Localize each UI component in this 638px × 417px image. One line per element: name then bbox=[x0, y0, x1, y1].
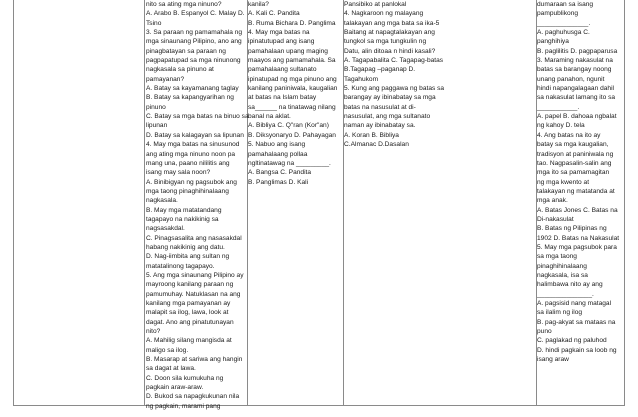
text-line: pinaghihinalaang bbox=[537, 262, 587, 270]
text-line: ______________. bbox=[537, 19, 591, 27]
text-line: isang may sala noon? bbox=[146, 169, 211, 177]
text-line: B. Batay sa kapangyarihan ng bbox=[146, 94, 234, 102]
text-line: tagapayo na nakikinig sa bbox=[146, 215, 219, 223]
text-line: A. papel B. dahoaa ngbalat bbox=[537, 113, 617, 121]
text-line: pinagbatayan sa paraan ng bbox=[146, 47, 226, 55]
text-line: 5. Nabuo ang isang bbox=[248, 141, 306, 149]
text-line: 5. Ang mga sinaunang Pilipino ay bbox=[146, 271, 244, 279]
text-line: A. Batas Jones C. Batas na bbox=[537, 206, 618, 214]
text-line: B.Tagapag –paganap D. bbox=[344, 66, 416, 74]
text-line: dumaraan sa isang bbox=[537, 1, 594, 8]
column-1-text bbox=[146, 0, 250, 411]
text-line: halimbawa nito ay ang bbox=[537, 281, 603, 289]
text-line: hindi napangalagaan dahil bbox=[537, 85, 614, 93]
text-line: sa______ na tinatawag nilang bbox=[248, 103, 336, 111]
text-line: maligo sa ilog. bbox=[146, 346, 189, 354]
text-line: matatalinong tagapayo. bbox=[146, 262, 215, 270]
text-line: Datu, alin ditoaa n hindi kasali? bbox=[344, 47, 436, 55]
text-line: B. Masarap at sariwa ang hangin bbox=[146, 356, 243, 364]
text-line: ng mga kwento at bbox=[537, 178, 590, 186]
text-line: pamayanan? bbox=[146, 75, 185, 83]
text-line: nagkasala, isa sa bbox=[537, 271, 588, 279]
column-3-text bbox=[344, 0, 534, 150]
text-line: Tagahukom bbox=[344, 75, 379, 83]
text-line: kanila? bbox=[248, 1, 269, 8]
text-line: pamahalaang sultanato bbox=[248, 66, 317, 74]
text-line: ng pagkain, marami pang bbox=[146, 402, 221, 410]
text-line: kanilang paniniwala, kaugalian bbox=[248, 85, 338, 93]
text-line: banal na aklat. bbox=[248, 113, 291, 121]
text-line: nagkasala. bbox=[146, 197, 178, 205]
text-line: 4. May mga batas na sinusunod bbox=[146, 141, 240, 149]
text-line: nito sa ating mga ninuno? bbox=[146, 1, 222, 8]
column-2-text bbox=[248, 0, 346, 187]
text-line: batay sa mga kaugalian, bbox=[537, 141, 609, 149]
text-line: 5. Kung ang paggawa ng batas sa bbox=[344, 85, 445, 93]
text-line: pagpapatupad sa mga ninunong bbox=[146, 57, 241, 65]
text-line: D. hindi pagkain sa loob ng bbox=[537, 346, 617, 354]
text-line: barangay ay ibinabatay sa mga bbox=[344, 94, 436, 102]
text-line: 4. Nagkaroon ng malayang bbox=[344, 10, 424, 18]
text-line: C. paglakad ng paluhod bbox=[537, 337, 607, 345]
text-line: mga taong pinaghihinalaang bbox=[146, 187, 229, 195]
text-line: kanilang mga pamayanan ay bbox=[146, 300, 231, 307]
text-line: pagkain araw-araw. bbox=[146, 384, 204, 392]
text-line: B. Ruma Bichara D. Panglima bbox=[248, 19, 336, 27]
text-line: Di-nakasulat bbox=[537, 215, 574, 223]
text-line: tao. Nagpasalin-salin ang bbox=[537, 159, 612, 167]
text-line: 1902 D. Batas na Nakasulat bbox=[537, 234, 620, 242]
text-line: sa mga taong bbox=[537, 253, 577, 261]
text-line: A. Binibigyan ng pagsubok ang bbox=[146, 178, 237, 186]
text-line: A. Tagapabalita C. Tagapag-batas bbox=[344, 57, 444, 65]
text-line: ipinatutupad ang isang bbox=[248, 38, 315, 46]
text-line: ipinatupad ng mga pinuno ang bbox=[248, 75, 337, 83]
column-divider bbox=[144, 0, 145, 405]
text-line: pinuno bbox=[146, 103, 166, 111]
text-line: mga ito sa pamamagitan bbox=[537, 169, 610, 177]
text-line: ___________. bbox=[537, 103, 580, 111]
text-line: pamumuhay. Natuklasan na ang bbox=[146, 290, 241, 298]
text-line: pamahalaang pollaa bbox=[248, 150, 308, 158]
text-line: dagat. Ano ang pinatutunayan bbox=[146, 318, 234, 326]
text-line: 5. May mga pagsubok para bbox=[537, 243, 617, 251]
text-line: 3. Maraming nakasulat na bbox=[537, 57, 613, 65]
text-line: A. Batay sa kayamanang taglay bbox=[146, 85, 239, 93]
text-line: isang araw bbox=[537, 356, 569, 364]
text-line: ng kahoy D. tela bbox=[537, 122, 585, 130]
text-line: 4. May mga batas na bbox=[248, 29, 310, 37]
text-line: sa nakasulat lamang ito sa bbox=[537, 94, 616, 102]
text-line: lipunan bbox=[146, 122, 168, 130]
text-line: sa ilalim ng ilog bbox=[537, 309, 583, 317]
text-line: C. Doon sila kumukuha ng bbox=[146, 374, 224, 382]
text-line: Pansibiko at panlokal bbox=[344, 1, 407, 8]
text-line: naman ay ibinabatay sa. bbox=[344, 122, 416, 130]
text-line: nagkasala sa pinuno at bbox=[146, 66, 214, 74]
text-line: mayroong kanilang paraan ng bbox=[146, 281, 234, 289]
text-line: Baitang at napagtalakayan ang bbox=[344, 29, 435, 37]
text-line: mga sinaunang Pilipino, ano ang bbox=[146, 38, 242, 46]
text-line: C.Almanac D.Dasalan bbox=[344, 141, 409, 149]
text-line: sa dagat at lawa. bbox=[146, 365, 196, 373]
text-line: pamahalaan upang maging bbox=[248, 47, 328, 55]
text-line: batas sa barangay noong bbox=[537, 66, 612, 74]
text-line: _______________. bbox=[537, 290, 594, 298]
text-line: A. paghuhusga C. bbox=[537, 29, 590, 37]
text-line: maayos ang pamamahala. Sa bbox=[248, 57, 336, 65]
text-line: D. Bukod sa napagkukunan nila bbox=[146, 393, 240, 401]
text-line: panghihiya bbox=[537, 38, 569, 46]
text-line: 3. Sa paraan ng pamamahala ng bbox=[146, 29, 243, 37]
text-line: Tsino bbox=[146, 19, 162, 27]
text-line: A. Bibliya C. Q"ran (Kor"an) bbox=[248, 122, 329, 130]
text-line: A. Kali C. Pandita bbox=[248, 10, 300, 18]
text-line: B. Diksyonaryo D. Pahayagan bbox=[248, 131, 336, 139]
text-line: tungkol sa mga tungkulin ng bbox=[344, 38, 427, 46]
text-line: at batas na Islam batay bbox=[248, 94, 317, 102]
text-line: talakayan ang mga bata sa ika-5 bbox=[344, 19, 440, 27]
text-line: habang nakikinig ang datu. bbox=[146, 243, 225, 251]
column-4-text bbox=[537, 0, 625, 364]
text-line: 4. Ang batas na ito ay bbox=[537, 131, 601, 139]
text-line: nito? bbox=[146, 328, 161, 336]
text-line: unang panahon, ngunit bbox=[537, 75, 605, 83]
text-line: nasusulat, ang mga sultanato bbox=[344, 113, 431, 121]
text-line: mga anak. bbox=[537, 197, 568, 205]
text-line: tradisyon at paniniwala ng bbox=[537, 150, 614, 158]
text-line: B. Batas ng Pilipinas ng bbox=[537, 225, 607, 233]
text-line: B. paglilitis D. pagpaparusa bbox=[537, 47, 618, 55]
text-line: D. Nag-iimbita ang sultan ng bbox=[146, 253, 230, 261]
text-line: A. Arabo B. Espanyol C. Malay D. bbox=[146, 10, 245, 18]
text-line: malapit sa ilog, lawa, look at bbox=[146, 309, 229, 317]
text-line: puno bbox=[537, 328, 552, 336]
text-line: talakayan ng matatanda at bbox=[537, 187, 615, 195]
text-line: ang ating mga ninuno noon pa bbox=[146, 150, 236, 158]
text-line: B. pag-akyat sa mataas na bbox=[537, 318, 616, 326]
text-line: B. Panglimas D. Kali bbox=[248, 178, 309, 186]
text-line: A. Mahilig silang mangisda at bbox=[146, 337, 232, 345]
text-line: A. Bangsa C. Pandita bbox=[248, 169, 312, 177]
text-line: mang una, paano nililitis ang bbox=[146, 159, 230, 167]
text-line: A. pagsisid nang matagal bbox=[537, 300, 612, 307]
text-line: A. Koran B. Bibliya bbox=[344, 131, 399, 139]
text-line: B. May mga matatandang bbox=[146, 206, 222, 214]
text-line: batas na nasusulat at di- bbox=[344, 103, 416, 111]
text-line: ngltinatawag na _________. bbox=[248, 159, 331, 167]
text-line: D. Batay sa kalagayan sa lipunan bbox=[146, 131, 244, 139]
text-line: nagsasakdal. bbox=[146, 225, 185, 233]
text-line: pampublikong bbox=[537, 10, 579, 18]
text-line: C. Pinagsasalita ang nasasakdal bbox=[146, 234, 242, 242]
text-line: C. Batay sa mga batas na binuo sa bbox=[146, 113, 249, 121]
